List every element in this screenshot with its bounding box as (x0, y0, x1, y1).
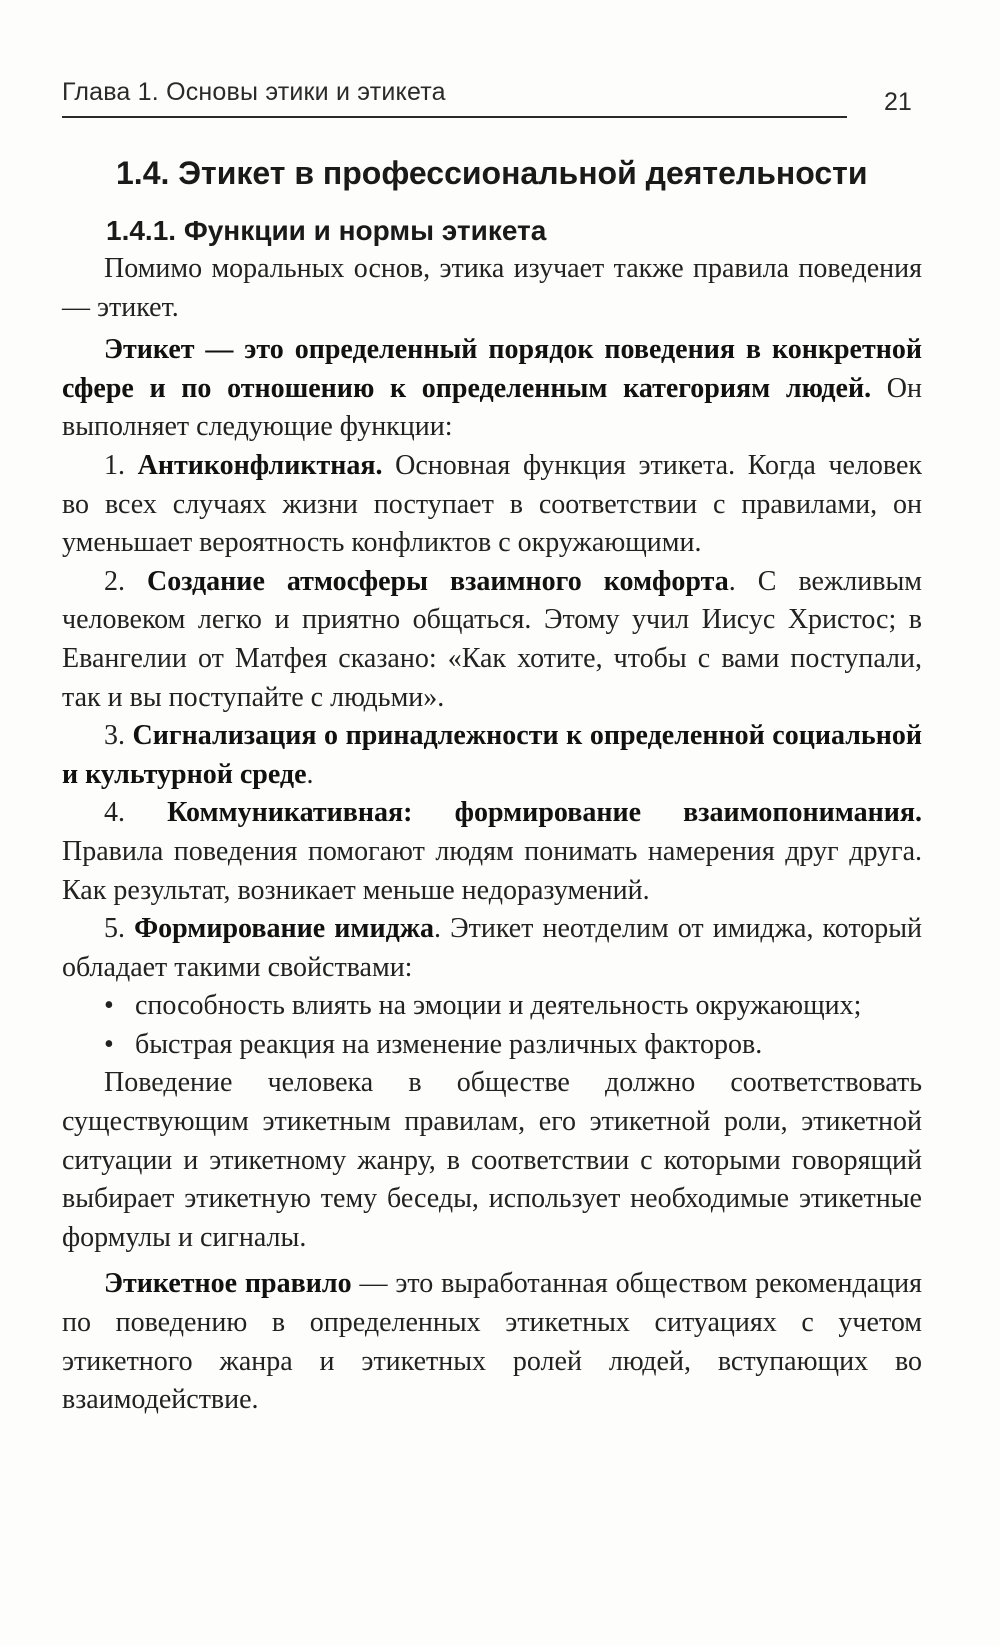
image-properties-list (62, 987, 922, 1064)
function-text: . С вежливым человеком легко и приятно общаться. Этому учил Иисус Христос; в Евангелии от Матфея сказано: «Как хотите, чтобы с вами поступали, так и вы поступайте с людьми». (62, 565, 923, 713)
function-item-5 (62, 910, 922, 987)
running-head: Глава 1. Основы этики и этикета (62, 78, 446, 106)
function-text: . (306, 758, 314, 790)
function-number: 1. (104, 449, 138, 481)
list-item (62, 987, 922, 1026)
etiquette-rule-paragraph (62, 1265, 922, 1419)
function-number: 4. (104, 797, 168, 829)
function-title: Формирование имиджа (134, 913, 435, 945)
function-text: Правила поведения помогают людям понимать намерения друг друга. Как результат, возникает меньше недоразумений. (62, 835, 922, 906)
page-number: 21 (884, 88, 912, 116)
bullet-icon: • (104, 1028, 114, 1060)
function-item-1 (62, 447, 922, 563)
list-item-text: способность влиять на эмоции и деятельность окружающих; (135, 990, 862, 1022)
section-title: 1.4. Этикет в профессиональной деятельности (116, 155, 868, 191)
function-text: Основная функция этикета. Когда человек во всех случаях жизни поступает в соответствии с правилами, он уменьшает вероятность конфликтов с окружающими. (62, 449, 923, 559)
list-item-text: быстрая реакция на изменение различных факторов. (135, 1028, 763, 1060)
function-number: 3. (104, 720, 133, 752)
list-item (62, 1026, 922, 1065)
function-item-2 (62, 563, 922, 717)
intro-paragraph: Помимо моральных основ, этика изучает также правила поведения — этикет. (62, 253, 922, 323)
behavior-paragraph: Поведение человека в обществе должно соответствовать существующим этикетным правилам, его этикетной роли, этикетной ситуации и этикетному жанру, в соответствии с которыми говорящий выбирает этикетную тему беседы, использует необходимые этикетные формулы и сигналы. (62, 1067, 922, 1253)
function-title: Коммуникативная: формирование взаимопонимания. (167, 797, 923, 829)
function-text: . Этикет неотделим от имиджа, который обладает такими свойствами: (62, 913, 922, 983)
header-rule (62, 116, 847, 118)
function-number: 5. (104, 913, 135, 945)
function-title: Создание атмосферы взаимного комфорта (147, 565, 729, 597)
function-item-4 (62, 794, 922, 910)
subsection-title: 1.4.1. Функции и нормы этикета (106, 215, 547, 246)
etiquette-rule-term: Этикетное правило (104, 1268, 352, 1300)
function-title: Сигнализация о принадлежности к определенной социальной и культурной среде (62, 720, 922, 790)
definition-rest: Он выполняет следующие функции: (62, 372, 922, 443)
function-number: 2. (104, 565, 148, 597)
etiquette-rule-definition: — это выработанная обществом рекомендация по поведению в определенных этикетных ситуациях с учетом этикетного жанра и этикетных ролей людей, вступающих во взаимодействие. (62, 1268, 922, 1416)
function-title: Антиконфликтная. (137, 449, 383, 481)
body-text (62, 250, 922, 1420)
definition-bold: Этикет — это определенный порядок поведения в конкретной сфере и по отношению к определенным категориям людей. (62, 334, 922, 404)
definition-paragraph (62, 331, 922, 447)
function-item-3 (62, 717, 922, 794)
bullet-icon: • (104, 990, 114, 1022)
